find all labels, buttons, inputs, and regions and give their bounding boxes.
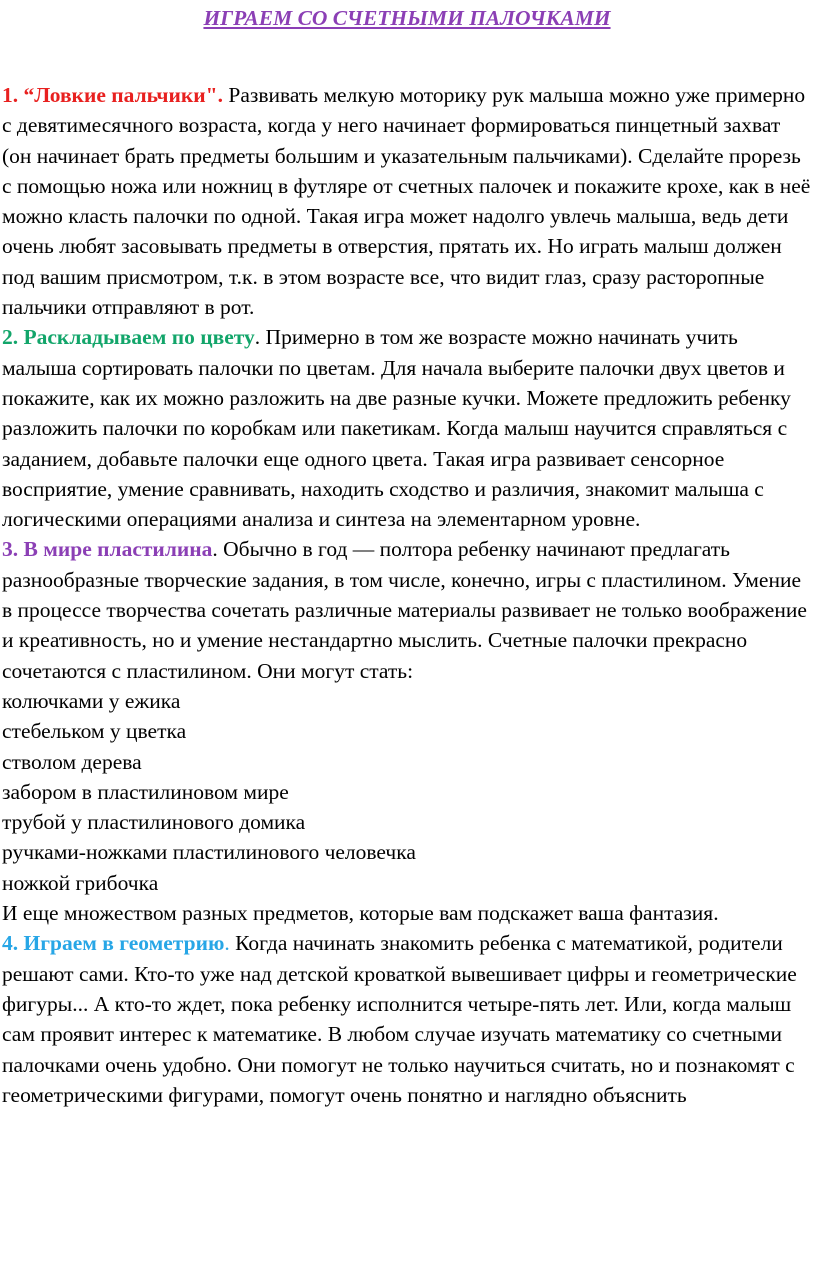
section-2-text: . Примерно в том же возрасте можно начинать учить малыша сортировать палочки по цветам. Для начала выберите палочки двух цветов и покажите, как их можно разложить на две разные кучки. Можете предложить ребенку разложить палочки по коробкам или пакетикам. Когда малыш научится справляться с заданием, добавьте палочки еще одного цвета. Такая игра развивает сенсорное восприятие, умение сравнивать, находить сходство и различия, знакомит малыша с логическими операциями анализа и синтеза на элементарном уровне. — [2, 325, 791, 532]
section-3-list — [2, 686, 812, 898]
list-item: забором в пластилиновом мире — [2, 779, 289, 804]
list-item: ручками-ножками пластилинового человечка — [2, 840, 416, 865]
section-3 — [2, 534, 812, 685]
section-1 — [2, 80, 812, 322]
section-3-heading: 3. В мире пластилина — [2, 537, 213, 562]
list-item: стволом дерева — [2, 749, 142, 774]
section-4-text: Когда начинать знакомить ребенка с математикой, родители решают сами. Кто-то уже над детской кроваткой вывешивает цифры и геометрические фигуры... А кто-то ждет, пока ребенку исполнится четыре-пять лет. Или, когда малыш сам проявит интерес к математике. В любом случае изучать математику со счетными палочками очень удобно. Они помогут не только научиться считать, но и познакомят с геометрическими фигурами, помогут очень понятно и наглядно объяснить — [2, 931, 797, 1107]
section-2 — [2, 322, 812, 534]
section-4-heading-suffix: . — [224, 931, 230, 956]
section-3-text: . Обычно в год — полтора ребенку начинают предлагать разнообразные творческие задания, в том числе, конечно, игры с пластилином. Умение в процессе творчества сочетать различные материалы развивает не только воображение и креативность, но и умение нестандартно мыслить. Счетные палочки прекрасно сочетаются с пластилином. Они могут стать: — [2, 537, 807, 683]
section-4-heading: 4. Играем в геометрию — [2, 931, 225, 956]
list-item: трубой у пластилинового домика — [2, 810, 306, 835]
section-4 — [2, 928, 812, 1110]
section-3-after: И еще множеством разных предметов, которые вам подскажет ваша фантазия. — [2, 901, 719, 926]
list-item: колючками у ежика — [2, 688, 181, 713]
document-body — [2, 80, 812, 1110]
section-1-heading: 1. “Ловкие пальчики". — [2, 83, 223, 107]
list-item: ножкой грибочка — [2, 870, 159, 895]
section-2-heading: 2. Раскладываем по цвету — [2, 325, 255, 350]
list-item: стебельком у цветка — [2, 719, 187, 744]
document-title: ИГРАЕМ СО СЧЕТНЫМИ ПАЛОЧКАМИ — [203, 6, 611, 30]
section-1-text: Развивать мелкую моторику рук малыша можно уже примерно с девятимесячного возраста, когда у него начинает формироваться пинцетный захват (он начинает брать предметы большим и указательным пальчиками). Сделайте прорезь с помощью ножа или ножниц в футляре от счетных палочек и покажите крохе, как в неё можно класть палочки по одной. Такая игра может надолго увлечь малыша, ведь дети очень любят засовывать предметы в отверстия, прятать их. Но играть малыш должен под вашим присмотром, т.к. в этом возрасте все, что видит глаз, сразу расторопные пальчики отправляют в рот. — [2, 83, 811, 320]
